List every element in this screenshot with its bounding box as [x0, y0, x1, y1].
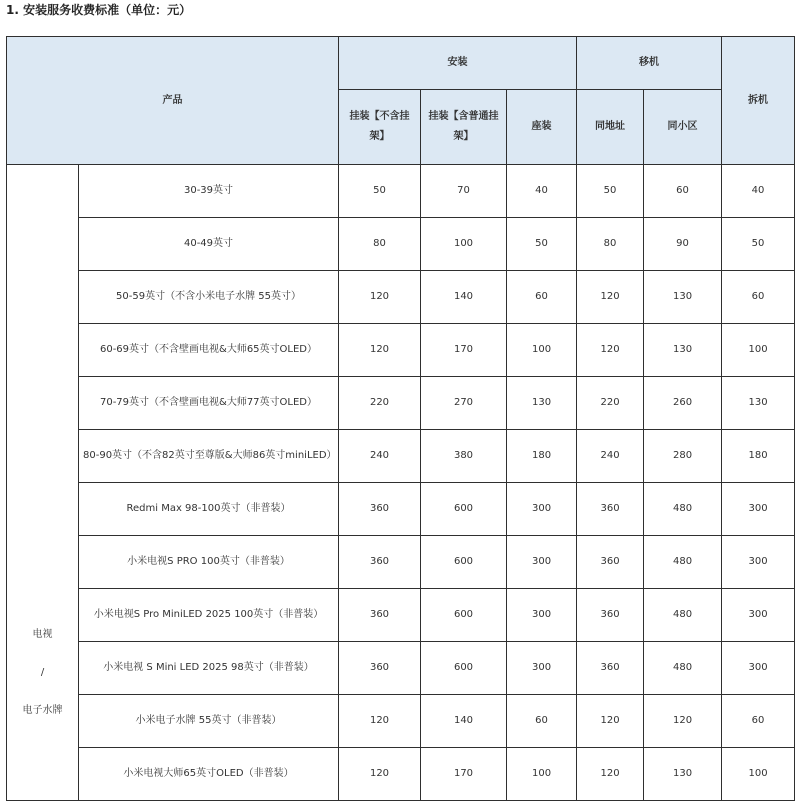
header-same-address: 同地址 [577, 90, 644, 165]
price-cell: 120 [339, 748, 421, 801]
price-cell: 360 [577, 589, 644, 642]
price-cell: 600 [421, 642, 507, 695]
price-cell: 170 [421, 748, 507, 801]
price-cell: 120 [577, 695, 644, 748]
price-cell: 170 [421, 324, 507, 377]
table-row [7, 642, 795, 695]
price-cell: 600 [421, 483, 507, 536]
category-line-2: / [40, 666, 45, 678]
price-cell: 120 [339, 695, 421, 748]
table-row [7, 536, 795, 589]
price-cell: 480 [644, 642, 722, 695]
product-cell: 小米电视 S Mini LED 2025 98英寸（非普装） [79, 642, 339, 695]
header-remove: 拆机 [722, 37, 795, 165]
product-cell: 80-90英寸（不含82英寸至尊版&大师86英寸miniLED） [79, 430, 339, 483]
table-row [7, 695, 795, 748]
price-cell: 90 [644, 218, 722, 271]
product-cell: 50-59英寸（不含小米电子水牌 55英寸） [79, 271, 339, 324]
product-cell: Redmi Max 98-100英寸（非普装） [79, 483, 339, 536]
price-cell: 480 [644, 589, 722, 642]
price-cell: 360 [339, 536, 421, 589]
header-wall-with-bracket: 挂装【含普通挂架】 [421, 90, 507, 165]
price-cell: 480 [644, 483, 722, 536]
price-cell: 300 [507, 642, 577, 695]
table-row [7, 165, 795, 218]
price-cell: 80 [339, 218, 421, 271]
price-cell: 600 [421, 536, 507, 589]
table-row [7, 430, 795, 483]
price-cell: 60 [507, 695, 577, 748]
price-cell: 60 [722, 695, 795, 748]
header-product: 产品 [7, 37, 339, 165]
price-cell: 100 [507, 324, 577, 377]
product-cell: 40-49英寸 [79, 218, 339, 271]
price-cell: 60 [722, 271, 795, 324]
table-row [7, 324, 795, 377]
price-cell: 130 [644, 748, 722, 801]
price-cell: 220 [339, 377, 421, 430]
price-cell: 40 [722, 165, 795, 218]
price-cell: 600 [421, 589, 507, 642]
category-line-3: 电子水牌 [22, 704, 63, 716]
price-cell: 300 [722, 536, 795, 589]
price-cell: 120 [339, 324, 421, 377]
product-cell: 小米电视大师65英寸OLED（非普装） [79, 748, 339, 801]
price-cell: 120 [577, 324, 644, 377]
price-cell: 360 [339, 642, 421, 695]
price-cell: 140 [421, 271, 507, 324]
table-row [7, 483, 795, 536]
price-cell: 100 [722, 748, 795, 801]
category-cell [7, 165, 79, 801]
price-cell: 220 [577, 377, 644, 430]
product-cell: 小米电视S Pro MiniLED 2025 100英寸（非普装） [79, 589, 339, 642]
price-cell: 120 [577, 271, 644, 324]
table-row [7, 377, 795, 430]
price-cell: 380 [421, 430, 507, 483]
category-line-1: 电视 [32, 628, 53, 640]
price-cell: 120 [577, 748, 644, 801]
price-cell: 300 [722, 589, 795, 642]
price-cell: 300 [722, 483, 795, 536]
price-cell: 100 [507, 748, 577, 801]
header-same-community: 同小区 [644, 90, 722, 165]
price-cell: 70 [421, 165, 507, 218]
price-cell: 130 [644, 271, 722, 324]
product-cell: 小米电视S PRO 100英寸（非普装） [79, 536, 339, 589]
price-cell: 100 [722, 324, 795, 377]
table-row [7, 589, 795, 642]
price-cell: 270 [421, 377, 507, 430]
price-cell: 80 [577, 218, 644, 271]
price-cell: 360 [339, 589, 421, 642]
page-title: 1. 安装服务收费标准（单位：元） [6, 3, 192, 17]
price-cell: 240 [577, 430, 644, 483]
table-row [7, 218, 795, 271]
product-cell: 70-79英寸（不含壁画电视&大师77英寸OLED） [79, 377, 339, 430]
price-cell: 50 [339, 165, 421, 218]
table-row [7, 748, 795, 801]
price-cell: 140 [421, 695, 507, 748]
fee-table [6, 36, 795, 801]
header-row-top [7, 37, 795, 90]
price-cell: 280 [644, 430, 722, 483]
price-cell: 300 [507, 536, 577, 589]
header-move-group: 移机 [577, 37, 722, 90]
price-cell: 130 [507, 377, 577, 430]
price-cell: 50 [577, 165, 644, 218]
price-cell: 480 [644, 536, 722, 589]
price-cell: 180 [507, 430, 577, 483]
price-cell: 360 [339, 483, 421, 536]
price-cell: 40 [507, 165, 577, 218]
price-cell: 120 [644, 695, 722, 748]
price-cell: 300 [722, 642, 795, 695]
header-stand-mount: 座装 [507, 90, 577, 165]
price-cell: 100 [421, 218, 507, 271]
price-cell: 260 [644, 377, 722, 430]
price-cell: 180 [722, 430, 795, 483]
price-cell: 240 [339, 430, 421, 483]
price-cell: 360 [577, 483, 644, 536]
price-cell: 300 [507, 483, 577, 536]
price-cell: 130 [722, 377, 795, 430]
product-cell: 30-39英寸 [79, 165, 339, 218]
price-cell: 60 [644, 165, 722, 218]
price-cell: 50 [722, 218, 795, 271]
product-cell: 60-69英寸（不含壁画电视&大师65英寸OLED） [79, 324, 339, 377]
price-cell: 300 [507, 589, 577, 642]
fee-table-body [7, 165, 795, 801]
price-cell: 360 [577, 536, 644, 589]
price-cell: 60 [507, 271, 577, 324]
header-wall-no-bracket: 挂装【不含挂架】 [339, 90, 421, 165]
price-cell: 120 [339, 271, 421, 324]
price-cell: 360 [577, 642, 644, 695]
header-install-group: 安装 [339, 37, 577, 90]
price-cell: 130 [644, 324, 722, 377]
product-cell: 小米电子水牌 55英寸（非普装） [79, 695, 339, 748]
price-cell: 50 [507, 218, 577, 271]
table-row [7, 271, 795, 324]
